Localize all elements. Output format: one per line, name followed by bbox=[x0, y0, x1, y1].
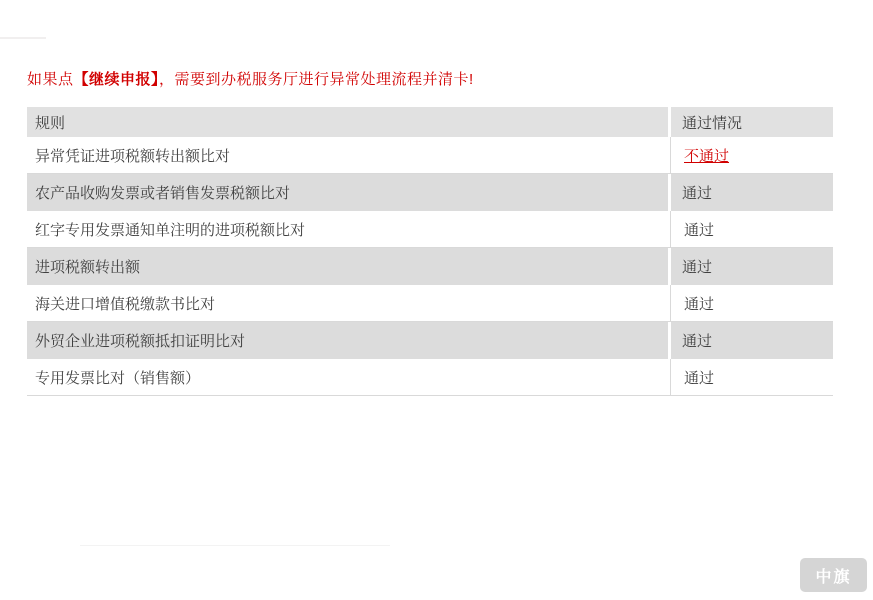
warning-message bbox=[27, 70, 847, 90]
table-row bbox=[27, 285, 833, 322]
rule-name: 农产品收购发票或者销售发票税额比对 bbox=[27, 174, 671, 211]
table-row bbox=[27, 322, 833, 359]
rule-name: 异常凭证进项税额转出额比对 bbox=[27, 137, 671, 173]
table-row bbox=[27, 248, 833, 285]
table-row bbox=[27, 359, 833, 396]
faint-line-top-left bbox=[0, 37, 46, 39]
brand-watermark-label: 中旗 bbox=[815, 568, 852, 586]
status-badge[interactable]: 不通过 bbox=[684, 147, 730, 165]
table-header-row bbox=[27, 107, 833, 137]
status-badge: 通过 bbox=[682, 185, 713, 202]
warning-emphasis: 【继续申报】 bbox=[73, 71, 160, 88]
table-row bbox=[27, 137, 833, 174]
status-badge: 通过 bbox=[684, 221, 715, 239]
rule-name: 外贸企业进项税额抵扣证明比对 bbox=[27, 322, 671, 359]
rule-name: 进项税额转出额 bbox=[27, 248, 671, 285]
status-badge: 通过 bbox=[682, 259, 713, 276]
column-header-status: 通过情况 bbox=[671, 107, 833, 137]
status-badge: 通过 bbox=[684, 295, 715, 313]
brand-watermark-badge bbox=[800, 558, 867, 592]
status-badge: 通过 bbox=[682, 333, 713, 350]
rule-name: 红字专用发票通知单注明的进项税额比对 bbox=[27, 211, 671, 247]
warning-prefix: 如果点 bbox=[27, 71, 74, 88]
column-header-rule: 规则 bbox=[27, 107, 671, 137]
faint-line-bottom bbox=[80, 545, 390, 546]
table-row bbox=[27, 211, 833, 248]
rule-name: 专用发票比对（销售额） bbox=[27, 359, 671, 395]
warning-suffix: ，需要到办税服务厅进行异常处理流程并清卡! bbox=[159, 71, 474, 88]
rule-name: 海关进口增值税缴款书比对 bbox=[27, 285, 671, 321]
rules-comparison-table bbox=[27, 107, 833, 396]
table-row bbox=[27, 174, 833, 211]
status-badge: 通过 bbox=[684, 369, 715, 387]
